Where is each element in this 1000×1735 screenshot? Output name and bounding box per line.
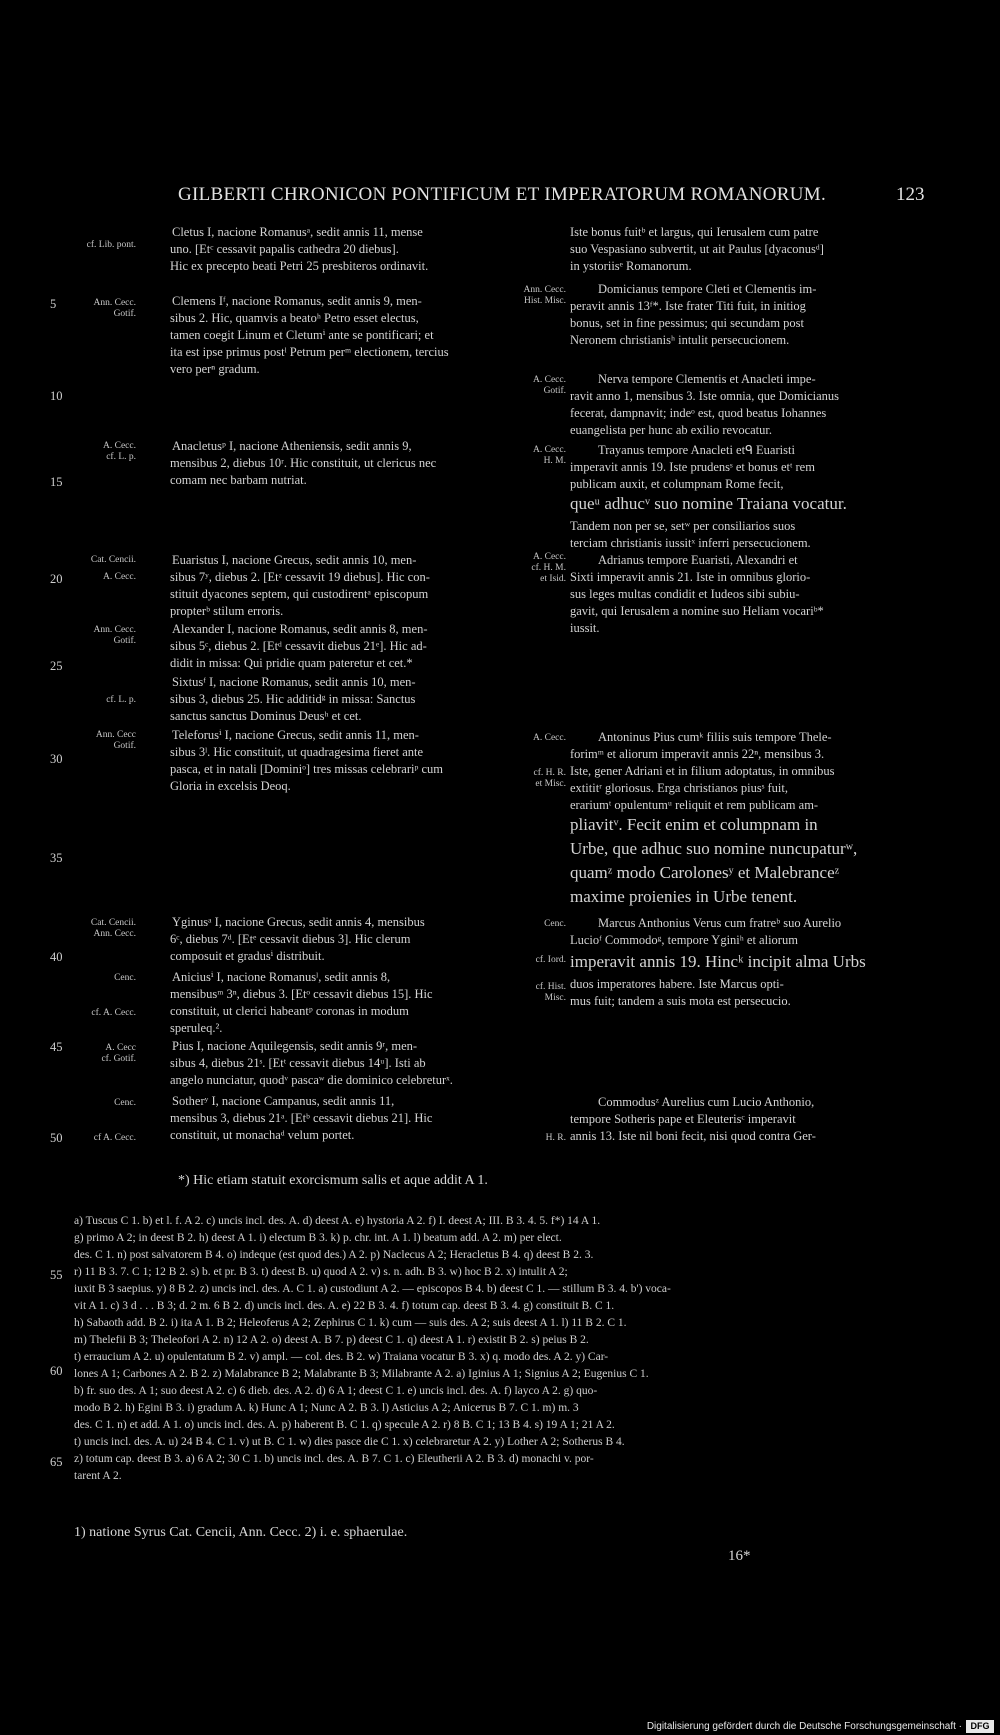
right-margin-note: Cenc. bbox=[544, 919, 566, 929]
apparatus-line: t) uncis incl. des. A. u) 24 B 4. C 1. v) ut B. C 1. w) dies pasce die C 1. x) celebraretur A 2. y) Lother A 2; Sotherus B 4. bbox=[74, 1436, 625, 1448]
line-number: 5 bbox=[50, 297, 57, 311]
text-line: sanctus sanctus Dominus Deusʰ et cet. bbox=[170, 709, 362, 723]
text-line: Sotherʸ I, nacione Campanus, sedit annis 11, bbox=[172, 1094, 395, 1108]
left-margin-note: Cenc. bbox=[114, 1098, 136, 1108]
text-line: forimᵐ et aliorum imperavit annis 22ⁿ, mensibus 3. bbox=[570, 747, 825, 761]
right-margin-note: A. Cecc. H. M. bbox=[533, 445, 566, 466]
text-line: uno. [Etᶜ cessavit papalis cathedra 20 diebus]. bbox=[170, 242, 399, 256]
text-line: Adrianus tempore Euaristi, Alexandri et bbox=[598, 553, 798, 567]
apparatus-line: h) Sabaoth add. B 2. i) ita A 1. B 2; Heleoferus A 2; Zephirus C 1. k) cum — suis des. A 2; suis deest A 1. l) 11 B 2. C 1. bbox=[74, 1317, 627, 1329]
text-line: euangelista per hunc ab exilio revocatur. bbox=[570, 423, 773, 437]
text-line: Sixtusᶠ I, nacione Romanus, sedit annis 10, men- bbox=[172, 675, 416, 689]
text-line: queᵘ adhucᵛ suo nomine Traiana vocatur. bbox=[570, 494, 847, 513]
text-line: ita est ipse primus postˡ Petrum perᵐ electionem, tercius bbox=[170, 345, 449, 359]
right-margin-note: cf. Iord. bbox=[535, 955, 566, 965]
text-line: tamen coegit Linum et Cletumⁱ ante se pontificari; et bbox=[170, 328, 434, 342]
apparatus-line: a) Tuscus C 1. b) et l. f. A 2. c) uncis incl. des. A. d) deest A. e) hystoria A 2. f) I. deest A; III. B 3. 4. 5. f*) 14 A 1. bbox=[74, 1215, 601, 1227]
left-margin-note: cf. Lib. pont. bbox=[86, 240, 136, 250]
text-line: erariumᵗ opulentumᵘ reliquit et rem publicam am- bbox=[570, 798, 819, 812]
text-line: Anacletusᵖ I, nacione Atheniensis, sedit annis 9, bbox=[172, 439, 412, 453]
text-line: sibus 2. Hic, quamvis a beatoʰ Petro esset electus, bbox=[170, 311, 419, 325]
text-line: mus fuit; tandem a suis mota est persecucio. bbox=[570, 994, 791, 1008]
apparatus-line: tarent A 2. bbox=[74, 1470, 122, 1482]
line-number: 60 bbox=[50, 1364, 63, 1378]
line-number: 25 bbox=[50, 659, 63, 673]
footer-credit: Digitalisierung gefördert durch die Deutsche Forschungsgemeinschaft · bbox=[646, 1721, 962, 1732]
text-line: mensibus 3, diebus 21ᵃ. [Etᵇ cessavit diebus 21]. Hic bbox=[170, 1111, 433, 1125]
text-line: didit in missa: Qui pridie quam pateretur et cet.* bbox=[170, 656, 413, 670]
apparatus-line: lones A 1; Carbones A 2. B 2. z) Malabrance B 2; Malabrante B 3; Milabrante A 2. a) Iginius A 1; Signius A 2; Eugenius C 1. bbox=[74, 1368, 649, 1380]
left-margin-note: A. Cecc. bbox=[103, 572, 136, 582]
text-line: peravit annis 13ᶠ*. Iste frater Titi fuit, in initiog bbox=[570, 299, 806, 313]
text-line: publicam auxit, et columpnam Rome fecit, bbox=[570, 477, 784, 491]
text-line: fecerat, dampnavit; indeᵒ est, quod beatus Iohannes bbox=[570, 406, 827, 420]
text-line: bonus, set in fine pessimus; qui secundam post bbox=[570, 316, 805, 330]
text-line: Clemens Iᶠ, nacione Romanus, sedit annis 9, men- bbox=[172, 294, 422, 308]
text-line: Commodusᶻ Aurelius cum Lucio Anthonio, bbox=[598, 1095, 815, 1109]
text-line: pliavitᵛ. Fecit enim et columpnam in bbox=[570, 815, 818, 834]
line-number: 50 bbox=[50, 1131, 63, 1145]
text-line: terciam christianis iussitˣ inferri persecucionem. bbox=[570, 536, 811, 550]
text-line: constituit, ut monachaᵈ velum portet. bbox=[170, 1128, 355, 1142]
text-line: Marcus Anthonius Verus cum fratreᵇ suo Aurelio bbox=[598, 916, 842, 930]
text-line: Antoninus Pius cumᵏ filiis suis tempore Thele- bbox=[598, 730, 832, 744]
text-line: speruleq.². bbox=[170, 1021, 223, 1035]
right-margin-note: cf. H. R. et Misc. bbox=[533, 768, 566, 789]
right-margin-note: A. Cecc. Gotif. bbox=[533, 375, 566, 396]
text-line: comam nec barbam nutriat. bbox=[170, 473, 307, 487]
text-line: Nerva tempore Clementis et Anacleti impe- bbox=[598, 372, 816, 386]
text-line: Hic ex precepto beati Petri 25 presbiteros ordinavit. bbox=[170, 259, 429, 273]
text-line: Domicianus tempore Cleti et Clementis im- bbox=[598, 282, 817, 296]
text-line: duos imperatores habere. Iste Marcus opti- bbox=[570, 977, 784, 991]
left-margin-note: Cenc. bbox=[114, 973, 136, 983]
text-line: annis 13. Iste nil boni fecit, nisi quod contra Ger- bbox=[570, 1129, 816, 1143]
critical-apparatus bbox=[74, 1213, 926, 1485]
left-margin-note: A. Cecc. cf. L. p. bbox=[103, 441, 136, 462]
right-margin-note: A. Cecc. cf. H. M. et Isid. bbox=[531, 552, 566, 584]
text-line: stituit dyacones septem, qui custodirentᵃ episcopum bbox=[170, 587, 429, 601]
line-number: 30 bbox=[50, 752, 63, 766]
text-line: sibus 7ʸ, diebus 2. [Etᶻ cessavit 19 diebus]. Hic con- bbox=[170, 570, 430, 584]
right-margin-note: cf. Hist. Misc. bbox=[535, 982, 566, 1003]
left-margin-note: cf A. Cecc. bbox=[93, 1133, 136, 1143]
page-number: 123 bbox=[896, 184, 925, 205]
apparatus-line: vit A 1. c) 3 d . . . B 3; d. 2 m. 6 B 2. d) uncis incl. des. A. e) 22 B 3. 4. f) totum cap. deest B 3. 4. g) constituit B. C 1. bbox=[74, 1300, 615, 1312]
apparatus-line: des. C 1. n) post salvatorem B 4. o) indeque (est quod des.) A 2. p) Naclecus A 2; Heracletus B 4. q) deest B 2. 3. bbox=[74, 1249, 594, 1261]
text-line: in ystoriisᵉ Romanorum. bbox=[570, 259, 692, 273]
text-line: mensibus 2, diebus 10ʳ. Hic constituit, ut clericus nec bbox=[170, 456, 437, 470]
text-line: Iste bonus fuitᵇ et largus, qui Ierusalem cum patre bbox=[570, 225, 819, 239]
text-line: constituit, ut clerici habeantᵖ coronas in modum bbox=[170, 1004, 409, 1018]
text-line: iussit. bbox=[570, 621, 600, 635]
line-number: 20 bbox=[50, 572, 63, 586]
text-line: Gloria in excelsis Deoq. bbox=[170, 779, 291, 793]
left-margin-note: Cat. Cencii. bbox=[90, 555, 136, 565]
text-line: Sixti imperavit annis 21. Iste in omnibus glorio- bbox=[570, 570, 811, 584]
apparatus-line: des. C 1. n) et add. A 1. o) uncis incl. des. A. p) haberent B. C 1. q) specule A 2. r) 8 B. C 1; 13 B 4. s) 19 A 1; 21 A 2. bbox=[74, 1419, 615, 1431]
text-line: imperavit annis 19. Hincᵏ incipit alma Urbs bbox=[570, 952, 866, 971]
line-number: 55 bbox=[50, 1268, 63, 1282]
text-line: pasca, et in natali [Dominiᵒ] tres missas celebrariᵖ cum bbox=[170, 762, 444, 776]
text-line: quamᶻ modo Carolonesʸ et Malebranceᶻ bbox=[570, 863, 840, 882]
left-margin-note: Ann. Cecc. Gotif. bbox=[93, 625, 136, 646]
page-header-title: GILBERTI CHRONICON PONTIFICUM ET IMPERATORUM ROMANORUM. bbox=[178, 184, 827, 205]
right-margin-note: A. Cecc. bbox=[533, 733, 566, 743]
apparatus-line: g) primo A 2; in deest B 2. h) deest A 1. i) electum B 3. k) p. chr. int. A 1. l) beatum add. A 2. m) per elect. bbox=[74, 1232, 562, 1244]
line-number: 15 bbox=[50, 475, 63, 489]
left-margin-note: Ann. Cecc Gotif. bbox=[95, 730, 136, 751]
line-number: 10 bbox=[50, 389, 63, 403]
star-footnote: *) Hic etiam statuit exorcismum salis et aque addit A 1. bbox=[178, 1173, 488, 1188]
text-line: Alexander I, nacione Romanus, sedit annis 8, men- bbox=[172, 622, 428, 636]
right-margin-note: Ann. Cecc. Hist. Misc. bbox=[523, 285, 566, 306]
text-line: ravit anno 1, mensibus 3. Iste omnia, que Domicianus bbox=[570, 389, 840, 403]
text-line: Urbe, que adhuc suo nomine nuncupaturʷ, bbox=[570, 839, 858, 858]
line-number: 45 bbox=[50, 1040, 63, 1054]
text-line: Yginusᵃ I, nacione Grecus, sedit annis 4, mensibus bbox=[172, 915, 425, 929]
sheet-signature: 16* bbox=[728, 1548, 751, 1564]
apparatus-line: z) totum cap. deest B 3. a) 6 A 2; 30 C 1. b) uncis incl. des. A. B 7. C 1. c) Eleutherii A 2. B 3. d) monachi v. por- bbox=[74, 1453, 594, 1465]
text-line: gavit, qui Ierusalem a nomine suo Heliam vocariᵇ* bbox=[570, 604, 824, 618]
text-line: vero perⁿ gradum. bbox=[170, 362, 260, 376]
text-line: propterᵇ stilum erroris. bbox=[170, 604, 284, 618]
right-margin-note: H. R. bbox=[545, 1133, 566, 1143]
left-margin-note: Cat. Cencii. Ann. Cecc. bbox=[90, 918, 136, 939]
left-margin-note: cf. A. Cecc. bbox=[91, 1008, 136, 1018]
apparatus-line: r) 11 B 3. 7. C 1; 12 B 2. s) b. et pr. B 3. t) deest B. u) quod A 2. v) s. n. adh. B 3. w) hoc B 2. x) intulit A 2; bbox=[74, 1266, 568, 1278]
text-line: mensibusᵐ 3ⁿ, diebus 3. [Etᵒ cessavit diebus 15]. Hic bbox=[170, 987, 433, 1001]
left-margin-note: cf. L. p. bbox=[106, 695, 136, 705]
apparatus-line: t) erraucium A 2. u) opulentatum B 2. v) ampl. — col. des. B 2. w) Traiana vocatur B 3. x) q. modo des. A 2. y) Car- bbox=[74, 1351, 609, 1363]
text-line: extititʳ gloriosus. Erga christianos piusˢ fuit, bbox=[570, 781, 788, 795]
text-line: Euaristus I, nacione Grecus, sedit annis 10, men- bbox=[172, 553, 417, 567]
text-line: Lucioᶠ Commodoᵍ, tempore Yginiʰ et aliorum bbox=[570, 933, 798, 947]
text-line: suo Vespasiano subvertit, ut ait Paulus [dyaconusᵈ] bbox=[570, 242, 824, 256]
apparatus-line: m) Thelefii B 3; Theleofori A 2. n) 12 A 2. o) deest A. B 7. p) deest C 1. q) deest A 1. r) existit B 2. s) peius B 2. bbox=[74, 1334, 589, 1346]
text-line: angelo nunciatur, quodᵛ pascaʷ die dominico celebreturˣ. bbox=[170, 1073, 453, 1087]
line-number: 35 bbox=[50, 851, 63, 865]
text-line: sus leges multas condidit et Iudeos sibi subiu- bbox=[570, 587, 800, 601]
text-line: Pius I, nacione Aquilegensis, sedit annis 9ʳ, men- bbox=[172, 1039, 418, 1053]
text-line: sibus 3, diebus 25. Hic additidᵍ in missa: Sanctus bbox=[170, 692, 416, 706]
text-line: Cletus I, nacione Romanusᵃ, sedit annis 11, mense bbox=[172, 225, 423, 239]
text-line: Tandem non per se, setʷ per consiliarios suos bbox=[570, 519, 796, 533]
apparatus-line: b) fr. suo des. A 1; suo deest A 2. c) 6 dieb. des. A 2. d) 6 A 1; deest C 1. e) uncis incl. des. A. f) layco A 2. g) quo- bbox=[74, 1385, 598, 1397]
text-line: composuit et gradusⁱ distribuit. bbox=[170, 949, 325, 963]
dfg-logo: DFG bbox=[966, 1720, 994, 1733]
text-line: 6ᶜ, diebus 7ᵈ. [Etᵉ cessavit diebus 3]. Hic clerum bbox=[170, 932, 411, 946]
text-line: Teleforusⁱ I, nacione Grecus, sedit annis 11, men- bbox=[172, 728, 419, 742]
text-line: imperavit annis 19. Iste prudensˢ et bonus etᵗ rem bbox=[570, 460, 815, 474]
apparatus-line: modo B 2. h) Egini B 3. i) gradum A. k) Hunc A 1; Nunc A 2. B 3. l) Asticius A 2; Aniceтus B 7. C 1. m) m. 3 bbox=[74, 1402, 579, 1414]
text-line: Iste, gener Adriani et in filium adoptatus, in omnibus bbox=[570, 764, 835, 778]
text-line: maxime proienies in Urbe tenent. bbox=[570, 887, 798, 906]
line-number: 65 bbox=[50, 1455, 63, 1469]
line-number: 40 bbox=[50, 950, 63, 964]
text-line: tempore Sotheris pape et Eleuterisᶜ imperavit bbox=[570, 1112, 796, 1126]
left-margin-note: Ann. Cecc. Gotif. bbox=[93, 298, 136, 319]
text-line: Neronem christianisʰ intulit persecucionem. bbox=[570, 333, 790, 347]
text-line: Aniciusⁱ I, nacione Romanusˡ, sedit annis 8, bbox=[172, 970, 391, 984]
text-line: sibus 5ᶜ, diebus 2. [Etᵈ cessavit diebus 21ᵉ]. Hic ad- bbox=[170, 639, 427, 653]
apparatus-line: iuxit B 3 saepius. y) 8 B 2. z) uncis incl. des. A. C 1. a) custodiunt A 2. — episcopos B 4. b) deest C 1. — stillum B 3. 4. b') voca- bbox=[74, 1283, 671, 1295]
text-line: Trayanus tempore Anacleti etᑫ Euaristi bbox=[598, 443, 795, 457]
left-margin-note: A. Cecc cf. Gotif. bbox=[101, 1043, 136, 1064]
text-line: sibus 4, diebus 21ˢ. [Etᵗ cessavit diebus 14ᵘ]. Isti ab bbox=[170, 1056, 426, 1070]
text-line: sibus 3ˡ. Hic constituit, ut quadragesima fieret ante bbox=[170, 745, 424, 759]
bottom-footnote: 1) natione Syrus Cat. Cencii, Ann. Cecc. 2) i. e. sphaerulae. bbox=[74, 1525, 408, 1540]
